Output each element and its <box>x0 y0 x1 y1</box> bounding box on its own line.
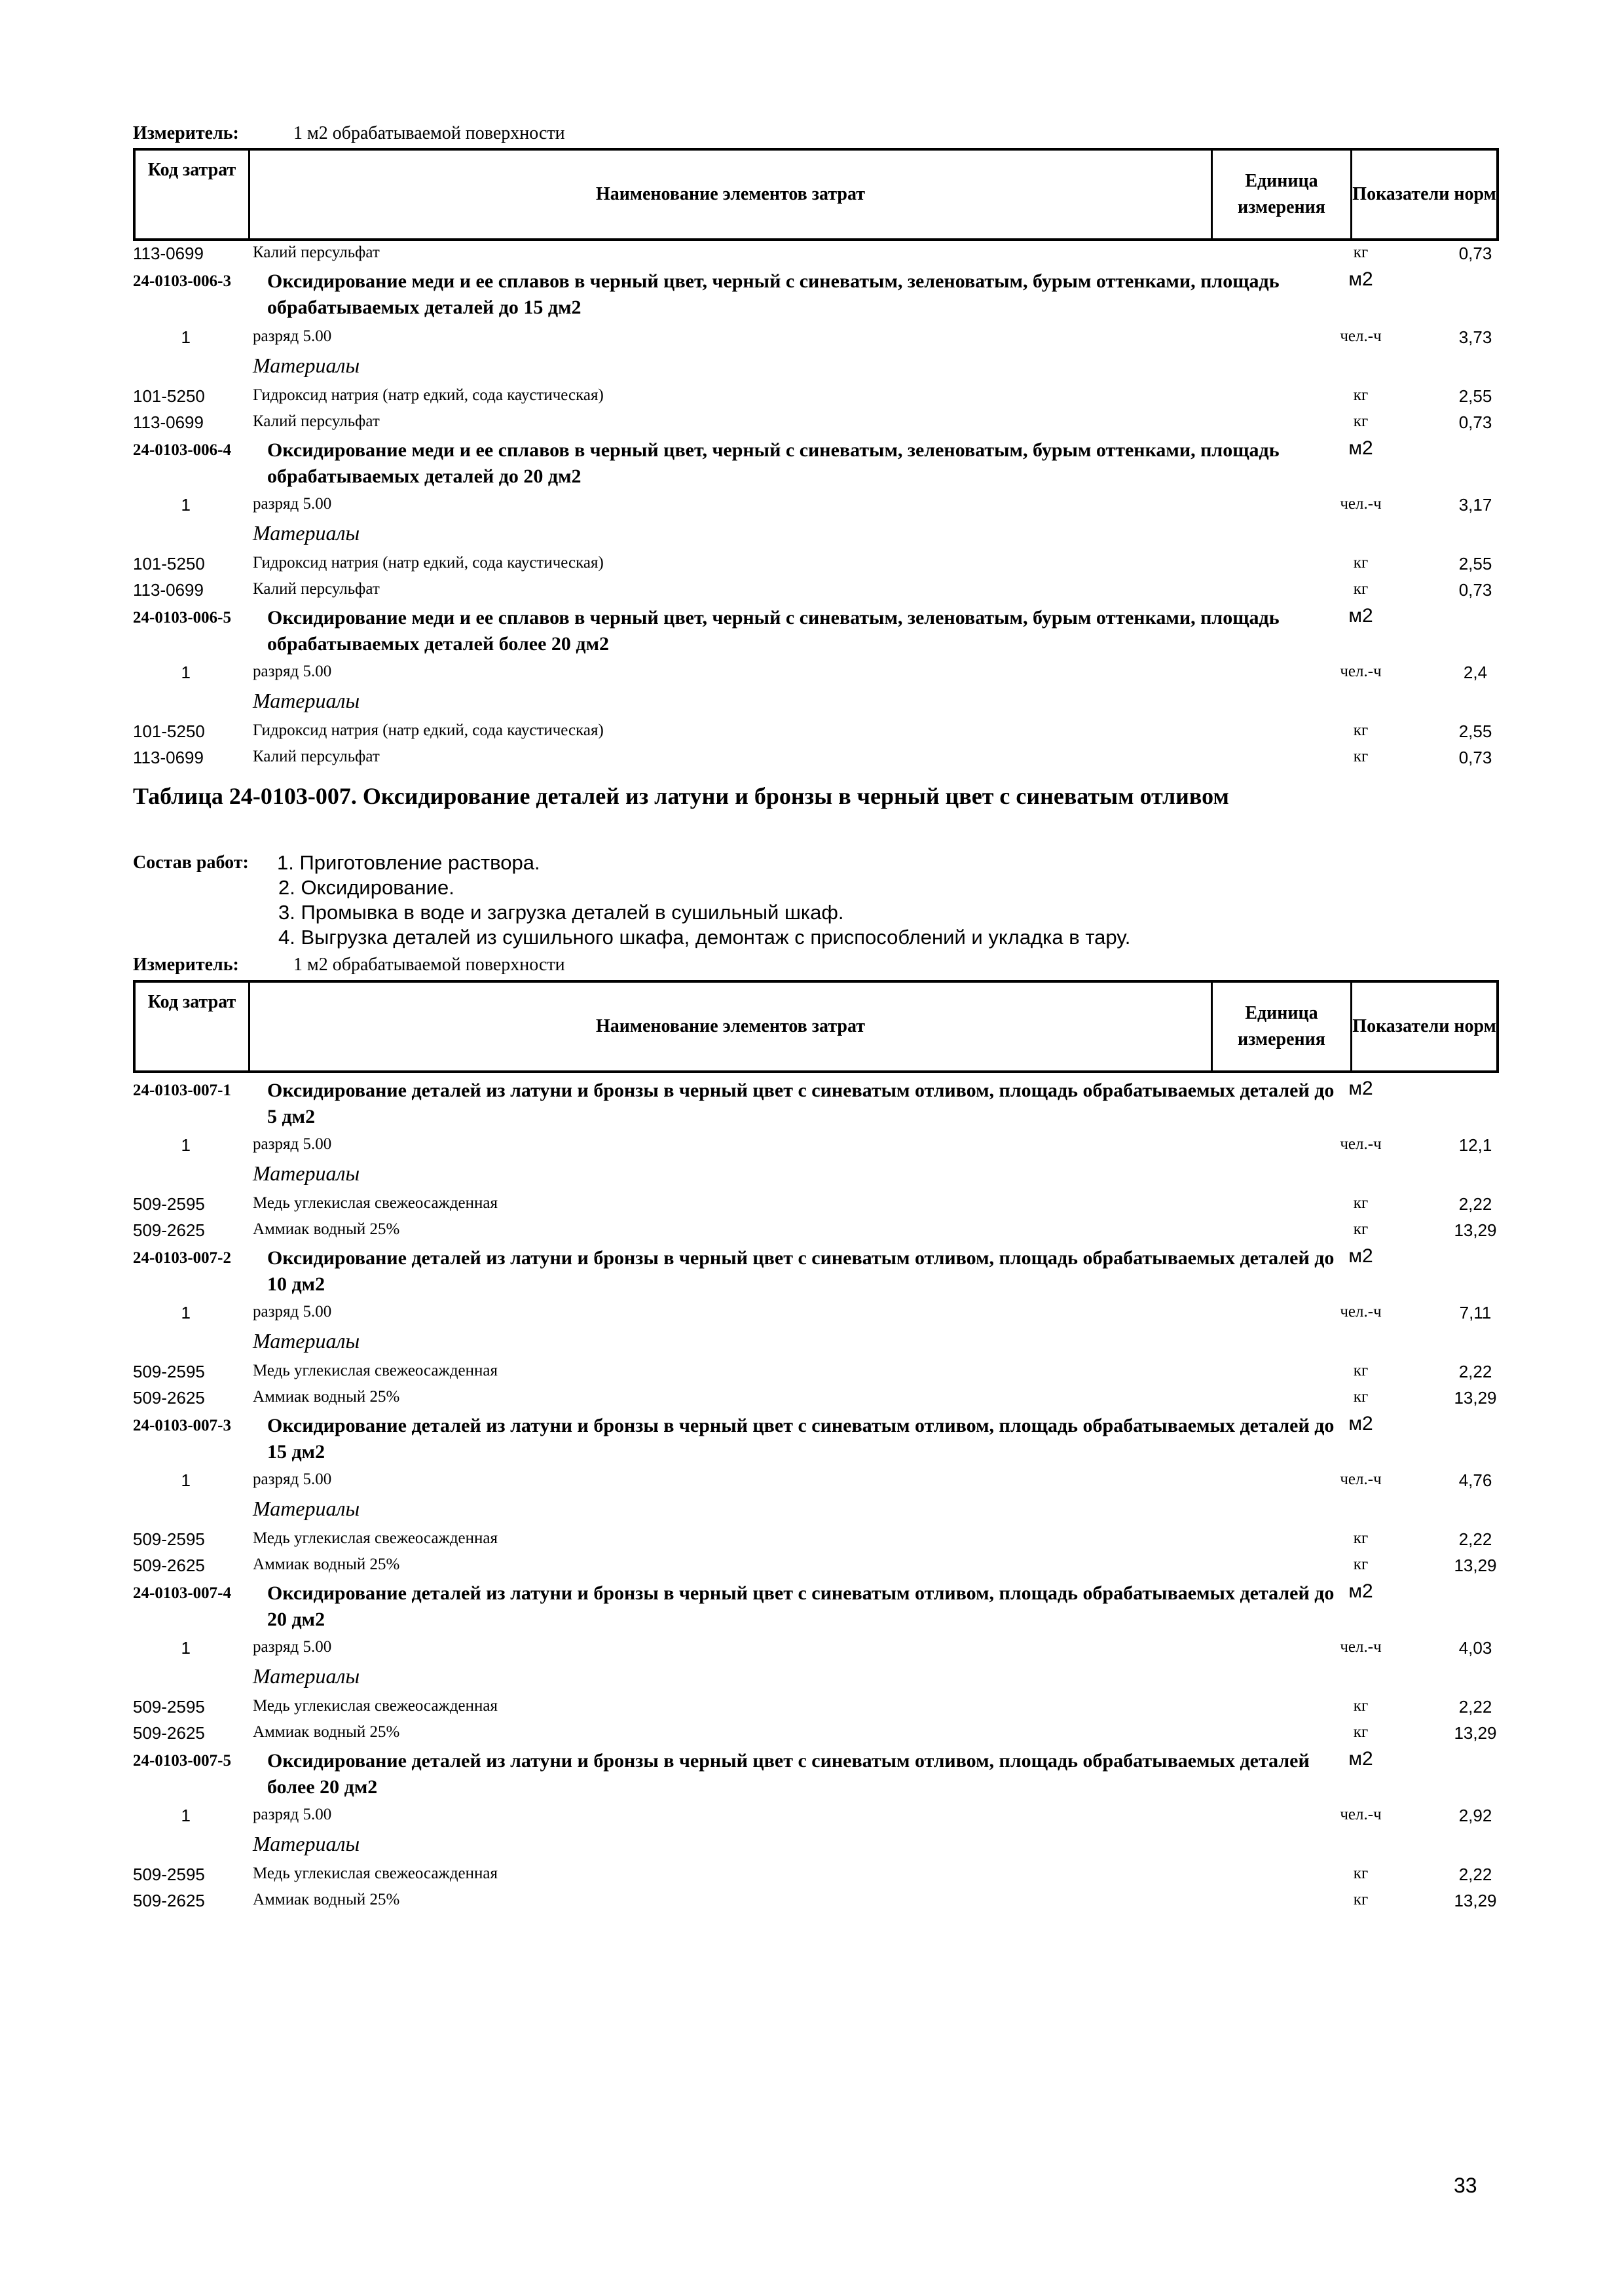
row-unit: кг <box>1353 1891 1369 1908</box>
table-row <box>133 1194 1499 1220</box>
table-row <box>133 1580 1499 1633</box>
row-name: Оксидирование деталей из латуни и бронзы в черный цвет с синеватым отливом, площадь обрабатываемых деталей до 15 дм2 <box>267 1415 1335 1463</box>
row-name: Медь углекислая свежеосажденная <box>253 1362 498 1379</box>
row-code: 1 <box>181 663 191 682</box>
row-unit: м2 <box>1348 268 1373 290</box>
row-name: Калий персульфат <box>253 244 380 261</box>
row-code: 509-2625 <box>133 1891 205 1910</box>
row-name: Аммиак водный 25% <box>253 1388 400 1406</box>
row-value: 13,29 <box>1454 1891 1497 1910</box>
row-unit: кг <box>1353 1556 1369 1573</box>
row-code: 24-0103-007-1 <box>133 1082 231 1099</box>
row-code: 101-5250 <box>133 386 205 406</box>
row-unit: м2 <box>1348 1413 1373 1434</box>
row-name: Калий персульфат <box>253 412 380 430</box>
row-unit: чел.-ч <box>1340 327 1382 345</box>
materials-heading: Материалы <box>253 521 360 545</box>
row-code: 509-2595 <box>133 1697 205 1717</box>
row-code: 113-0699 <box>133 412 204 432</box>
row-unit: кг <box>1353 1362 1369 1379</box>
row-code: 101-5250 <box>133 721 205 741</box>
row-code: 509-2595 <box>133 1362 205 1381</box>
row-name: Гидроксид натрия (натр едкий, сода каустическая) <box>253 721 604 739</box>
row-value: 7,11 <box>1459 1303 1492 1322</box>
row-unit: кг <box>1353 1194 1369 1212</box>
header-code: Код затрат <box>136 151 250 238</box>
row-unit: кг <box>1353 244 1369 261</box>
table-row <box>133 386 1499 412</box>
row-unit: м2 <box>1348 1078 1373 1099</box>
row-code: 24-0103-007-2 <box>133 1249 231 1267</box>
row-name: Аммиак водный 25% <box>253 1220 400 1238</box>
row-code: 101-5250 <box>133 554 205 574</box>
row-name: разряд 5.00 <box>253 1638 332 1656</box>
row-unit: кг <box>1353 721 1369 739</box>
row-name: Оксидирование меди и ее сплавов в черный цвет, черный с синеватым, зеленоватым, бурым оттенками, площадь обрабатываемых деталей до 15 дм2 <box>267 270 1280 318</box>
materials-heading: Материалы <box>253 689 360 712</box>
measurer-line-bottom <box>133 955 565 975</box>
row-name: Аммиак водный 25% <box>253 1723 400 1741</box>
row-code: 1 <box>181 1135 191 1155</box>
table-row <box>133 1723 1499 1749</box>
table-row <box>133 495 1499 521</box>
row-value: 13,29 <box>1454 1556 1497 1575</box>
row-code: 509-2625 <box>133 1723 205 1743</box>
row-value: 3,17 <box>1458 495 1492 515</box>
row-unit: м2 <box>1348 1245 1373 1267</box>
table-row <box>133 1078 1499 1130</box>
table-row <box>133 1806 1499 1832</box>
row-name: Оксидирование меди и ее сплавов в черный цвет, черный с синеватым, зеленоватым, бурым оттенками, площадь обрабатываемых деталей до 20 дм2 <box>267 439 1280 487</box>
row-value: 13,29 <box>1454 1220 1497 1240</box>
row-name: Аммиак водный 25% <box>253 1556 400 1573</box>
row-name: Медь углекислая свежеосажденная <box>253 1529 498 1547</box>
row-name: Аммиак водный 25% <box>253 1891 400 1908</box>
row-name: разряд 5.00 <box>253 327 332 345</box>
table-row <box>133 748 1499 774</box>
row-name: разряд 5.00 <box>253 1470 332 1488</box>
table-row <box>133 437 1499 490</box>
row-unit: кг <box>1353 1529 1369 1547</box>
table-row <box>133 1556 1499 1582</box>
row-unit: кг <box>1353 554 1369 572</box>
row-code: 113-0699 <box>133 580 204 600</box>
row-name: Гидроксид натрия (натр едкий, сода каустическая) <box>253 554 604 572</box>
header-name: Наименование элементов затрат <box>250 151 1213 238</box>
table-header-top <box>133 148 1499 241</box>
row-value: 0,73 <box>1458 244 1492 263</box>
measurer-line-top <box>133 123 565 144</box>
row-code: 24-0103-007-3 <box>133 1417 231 1434</box>
row-unit: м2 <box>1348 437 1373 459</box>
measurer-value: 1 м2 обрабатываемой поверхности <box>293 123 565 143</box>
row-value: 2,55 <box>1458 721 1492 741</box>
row-value: 4,03 <box>1458 1638 1492 1658</box>
row-name: разряд 5.00 <box>253 495 332 513</box>
table-row <box>133 580 1499 606</box>
table-row <box>133 1638 1499 1664</box>
measurer-label: Измеритель: <box>133 955 239 975</box>
table-title: Таблица 24-0103-007. Оксидирование деталей из латуни и бронзы в черный цвет с синеватым отливом <box>133 783 1229 809</box>
header-norm: Показатели норм <box>1352 1016 1496 1036</box>
row-unit: чел.-ч <box>1340 1303 1382 1321</box>
works-step: 1. Приготовление раствора. <box>277 851 540 874</box>
table-row <box>133 1413 1499 1465</box>
table-row <box>133 268 1499 321</box>
header-unit: Единица измерения <box>1213 151 1352 238</box>
row-value: 2,55 <box>1458 554 1492 574</box>
table-row <box>133 689 1499 715</box>
row-code: 1 <box>181 1470 191 1490</box>
row-value: 2,22 <box>1458 1865 1492 1884</box>
table-row <box>133 1220 1499 1247</box>
measurer-label: Измеритель: <box>133 123 239 143</box>
materials-heading: Материалы <box>253 1664 360 1688</box>
table-row <box>133 244 1499 270</box>
header-norm: Показатели норм <box>1352 184 1496 204</box>
table-row <box>133 663 1499 689</box>
table-row <box>133 1891 1499 1917</box>
materials-heading: Материалы <box>253 1497 360 1520</box>
table-row <box>133 1388 1499 1414</box>
table-row <box>133 1832 1499 1858</box>
row-code: 509-2625 <box>133 1556 205 1575</box>
row-code: 509-2625 <box>133 1388 205 1408</box>
row-name: Гидроксид натрия (натр едкий, сода каустическая) <box>253 386 604 404</box>
header-code: Код затрат <box>136 983 250 1070</box>
row-unit: м2 <box>1348 1580 1373 1602</box>
row-code: 1 <box>181 1806 191 1825</box>
table-row <box>133 412 1499 439</box>
table-row <box>133 1245 1499 1298</box>
row-code: 509-2595 <box>133 1529 205 1549</box>
row-name: разряд 5.00 <box>253 663 332 680</box>
row-code: 509-2595 <box>133 1194 205 1214</box>
row-value: 12,1 <box>1458 1135 1492 1155</box>
row-name: Оксидирование деталей из латуни и бронзы в черный цвет с синеватым отливом, площадь обрабатываемых деталей до 5 дм2 <box>267 1080 1335 1127</box>
row-code: 24-0103-006-5 <box>133 609 231 627</box>
row-name: Калий персульфат <box>253 580 380 598</box>
header-name: Наименование элементов затрат <box>250 983 1213 1070</box>
row-code: 1 <box>181 327 191 347</box>
table-row <box>133 1161 1499 1188</box>
row-name: Медь углекислая свежеосажденная <box>253 1194 498 1212</box>
row-name: разряд 5.00 <box>253 1806 332 1823</box>
row-unit: м2 <box>1348 1748 1373 1770</box>
table-row <box>133 1529 1499 1556</box>
row-name: разряд 5.00 <box>253 1135 332 1153</box>
works-step: 4. Выгрузка деталей из сушильного шкафа, демонтаж с приспособлений и укладка в тару. <box>278 926 1131 949</box>
row-name: разряд 5.00 <box>253 1303 332 1321</box>
table-row <box>133 1329 1499 1355</box>
table-row <box>133 1362 1499 1388</box>
row-value: 0,73 <box>1458 580 1492 600</box>
row-code: 1 <box>181 1303 191 1322</box>
row-name: Оксидирование деталей из латуни и бронзы в черный цвет с синеватым отливом, площадь обрабатываемых деталей до 10 дм2 <box>267 1247 1335 1295</box>
row-value: 2,4 <box>1463 663 1488 682</box>
table-row <box>133 327 1499 354</box>
row-value: 3,73 <box>1458 327 1492 347</box>
works-step: 2. Оксидирование. <box>278 876 454 899</box>
row-unit: кг <box>1353 580 1369 598</box>
works-label: Состав работ: <box>133 852 249 873</box>
row-unit: кг <box>1353 1220 1369 1238</box>
row-unit: кг <box>1353 1723 1369 1741</box>
row-value: 2,22 <box>1458 1697 1492 1717</box>
works-step: 3. Промывка в воде и загрузка деталей в сушильный шкаф. <box>278 901 844 924</box>
table-row <box>133 521 1499 547</box>
row-name: Оксидирование меди и ее сплавов в черный цвет, черный с синеватым, зеленоватым, бурым оттенками, площадь обрабатываемых деталей более 20 дм2 <box>267 607 1280 655</box>
row-value: 13,29 <box>1454 1723 1497 1743</box>
row-code: 509-2595 <box>133 1865 205 1884</box>
row-name: Оксидирование деталей из латуни и бронзы в черный цвет с синеватым отливом, площадь обрабатываемых деталей до 20 дм2 <box>267 1582 1335 1630</box>
row-unit: кг <box>1353 412 1369 430</box>
table-header-bottom <box>133 980 1499 1073</box>
row-unit: кг <box>1353 1697 1369 1715</box>
table-row <box>133 1697 1499 1723</box>
row-unit: чел.-ч <box>1340 1470 1382 1488</box>
row-value: 4,76 <box>1458 1470 1492 1490</box>
row-unit: чел.-ч <box>1340 1638 1382 1656</box>
table-row <box>133 1664 1499 1690</box>
table-row <box>133 354 1499 380</box>
row-value: 2,22 <box>1458 1529 1492 1549</box>
row-code: 24-0103-007-4 <box>133 1584 231 1602</box>
row-unit: кг <box>1353 386 1369 404</box>
row-name: Калий персульфат <box>253 748 380 765</box>
row-code: 24-0103-006-3 <box>133 272 231 290</box>
row-value: 13,29 <box>1454 1388 1497 1408</box>
row-unit: кг <box>1353 748 1369 765</box>
row-unit: кг <box>1353 1865 1369 1882</box>
row-unit: м2 <box>1348 605 1373 627</box>
row-value: 2,22 <box>1458 1362 1492 1381</box>
table-row <box>133 721 1499 748</box>
row-code: 24-0103-007-5 <box>133 1752 231 1770</box>
row-name: Оксидирование деталей из латуни и бронзы в черный цвет с синеватым отливом, площадь обрабатываемых деталей более 20 дм2 <box>267 1750 1310 1798</box>
row-code: 1 <box>181 495 191 515</box>
materials-heading: Материалы <box>253 1161 360 1185</box>
materials-heading: Материалы <box>253 1329 360 1353</box>
row-unit: чел.-ч <box>1340 1806 1382 1823</box>
row-value: 2,92 <box>1458 1806 1492 1825</box>
row-unit: чел.-ч <box>1340 1135 1382 1153</box>
measurer-value: 1 м2 обрабатываемой поверхности <box>293 955 565 975</box>
row-code: 24-0103-006-4 <box>133 441 231 459</box>
table-row <box>133 1303 1499 1329</box>
row-code: 113-0699 <box>133 244 204 263</box>
row-unit: чел.-ч <box>1340 495 1382 513</box>
table-row <box>133 1865 1499 1891</box>
table-row <box>133 1135 1499 1161</box>
page-number: 33 <box>1454 2174 1477 2197</box>
materials-heading: Материалы <box>253 1832 360 1855</box>
row-unit: кг <box>1353 1388 1369 1406</box>
table-row <box>133 1748 1499 1800</box>
row-name: Медь углекислая свежеосажденная <box>253 1865 498 1882</box>
header-unit: Единица измерения <box>1213 983 1352 1070</box>
materials-heading: Материалы <box>253 354 360 377</box>
row-code: 509-2625 <box>133 1220 205 1240</box>
row-value: 2,55 <box>1458 386 1492 406</box>
row-name: Медь углекислая свежеосажденная <box>253 1697 498 1715</box>
row-value: 0,73 <box>1458 412 1492 432</box>
table-row <box>133 1470 1499 1497</box>
row-unit: чел.-ч <box>1340 663 1382 680</box>
table-row <box>133 554 1499 580</box>
row-value: 2,22 <box>1458 1194 1492 1214</box>
row-value: 0,73 <box>1458 748 1492 767</box>
row-code: 113-0699 <box>133 748 204 767</box>
table-row <box>133 605 1499 657</box>
table-row <box>133 1497 1499 1523</box>
row-code: 1 <box>181 1638 191 1658</box>
